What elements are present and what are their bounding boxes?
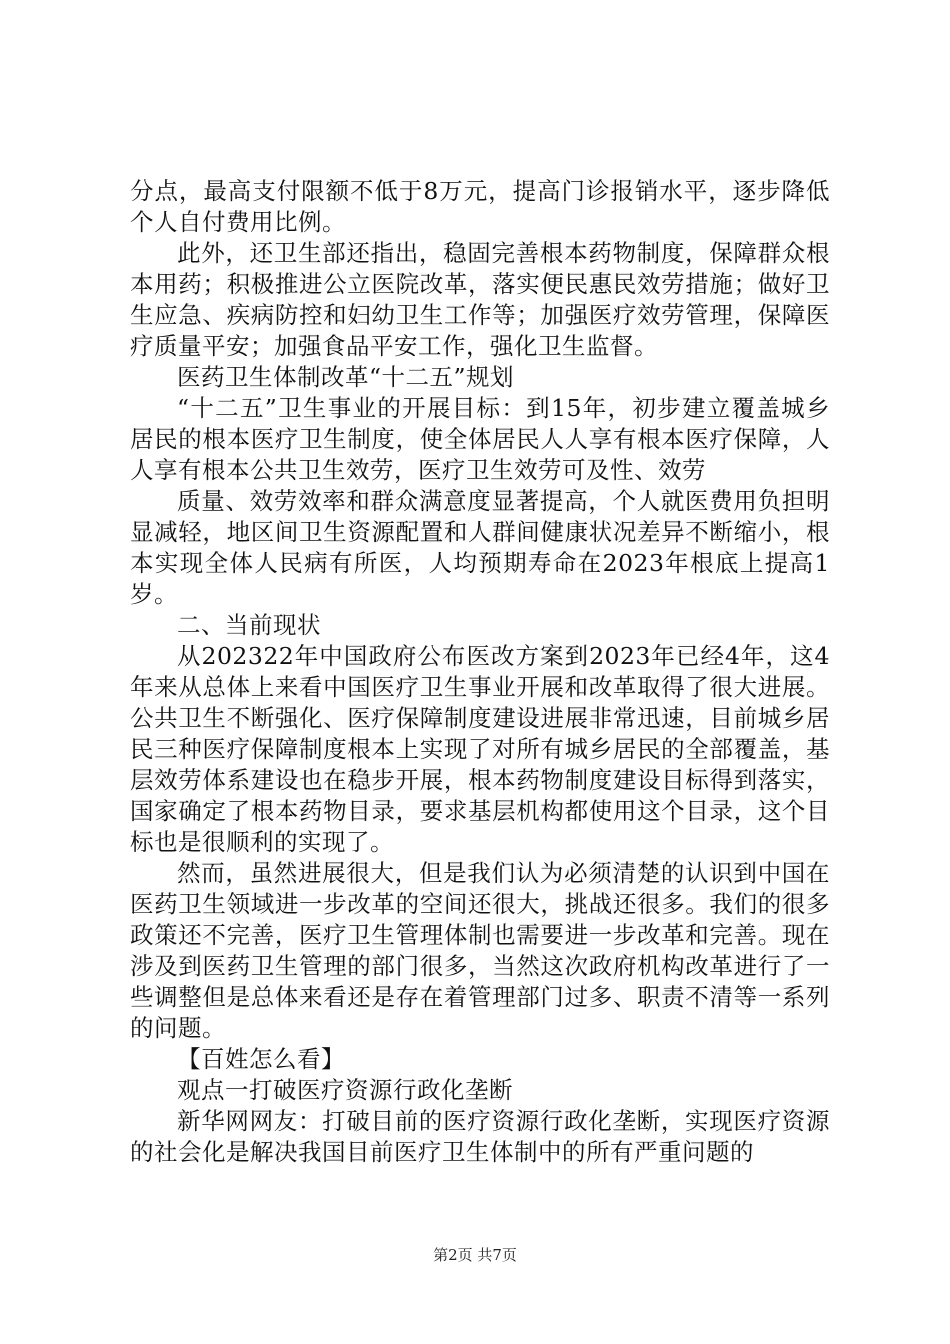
page-number-footer: 第2页 共7页 — [433, 1246, 517, 1264]
paragraph-netizen-view: 新华网网友：打破目前的医疗资源行政化垄断，实现医疗资源的社会化是解决我国目前医疗卫生体制中的所有严重问题的 — [130, 1107, 830, 1166]
section-heading-plan: 医药卫生体制改革“十二五”规划 — [177, 363, 515, 391]
paragraph-plan-goals-continued: 质量、效劳效率和群众满意度显著提高，个人就医费用负担明显减轻，地区间卫生资源配置和人群间健康状况差异不断缩小，根本实现全体人民病有所医，人均预期寿命在2023年根底上提高1岁。 — [130, 487, 830, 608]
subheading-viewpoint-one: 观点一打破医疗资源行政化垄断 — [177, 1076, 513, 1104]
section-heading-public-views: 【百姓怎么看】 — [177, 1045, 345, 1073]
paragraph-continuation: 分点，最高支付限额不低于8万元，提高门诊报销水平，逐步降低个人自付费用比例。 — [130, 177, 830, 236]
document-body — [130, 176, 830, 1168]
paragraph-plan-goals: “十二五”卫生事业的开展目标：到15年，初步建立覆盖城乡居民的根本医疗卫生制度，使全体居民人人享有根本医疗保障，人人享有根本公共卫生效劳，医疗卫生效劳可及性、效劳 — [130, 394, 830, 484]
section-heading-current-status: 二、当前现状 — [177, 611, 321, 639]
paragraph-ministry-points: 此外，还卫生部还指出，稳固完善根本药物制度，保障群众根本用药；积极推进公立医院改革，落实便民惠民效劳措施；做好卫生应急、疾病防控和妇幼卫生工作等；加强医疗效劳管理，保障医疗质量平安；加强食品平安工作，强化卫生监督。 — [130, 239, 830, 360]
paragraph-reform-progress: 从202322年中国政府公布医改方案到2023年已经4年，这4年来从总体上来看中国医疗卫生事业开展和改革取得了很大进展。公共卫生不断强化、医疗保障制度建设进展非常迅速，目前城乡居民三种医疗保障制度根本上实现了对所有城乡居民的全部覆盖，基层效劳体系建设也在稳步开展，根本药物制度建设目标得到落实，国家确定了根本药物目录，要求基层机构都使用这个目录，这个目标也是很顺利的实现了。 — [130, 642, 830, 856]
paragraph-challenges: 然而，虽然进展很大，但是我们认为必须清楚的认识到中国在医药卫生领域进一步改革的空间还很大，挑战还很多。我们的很多政策还不完善，医疗卫生管理体制也需要进一步改革和完善。现在涉及到医药卫生管理的部门很多，当然这次政府机构改革进行了一些调整但是总体来看还是存在着管理部门过多、职责不清等一系列的问题。 — [130, 859, 830, 1042]
